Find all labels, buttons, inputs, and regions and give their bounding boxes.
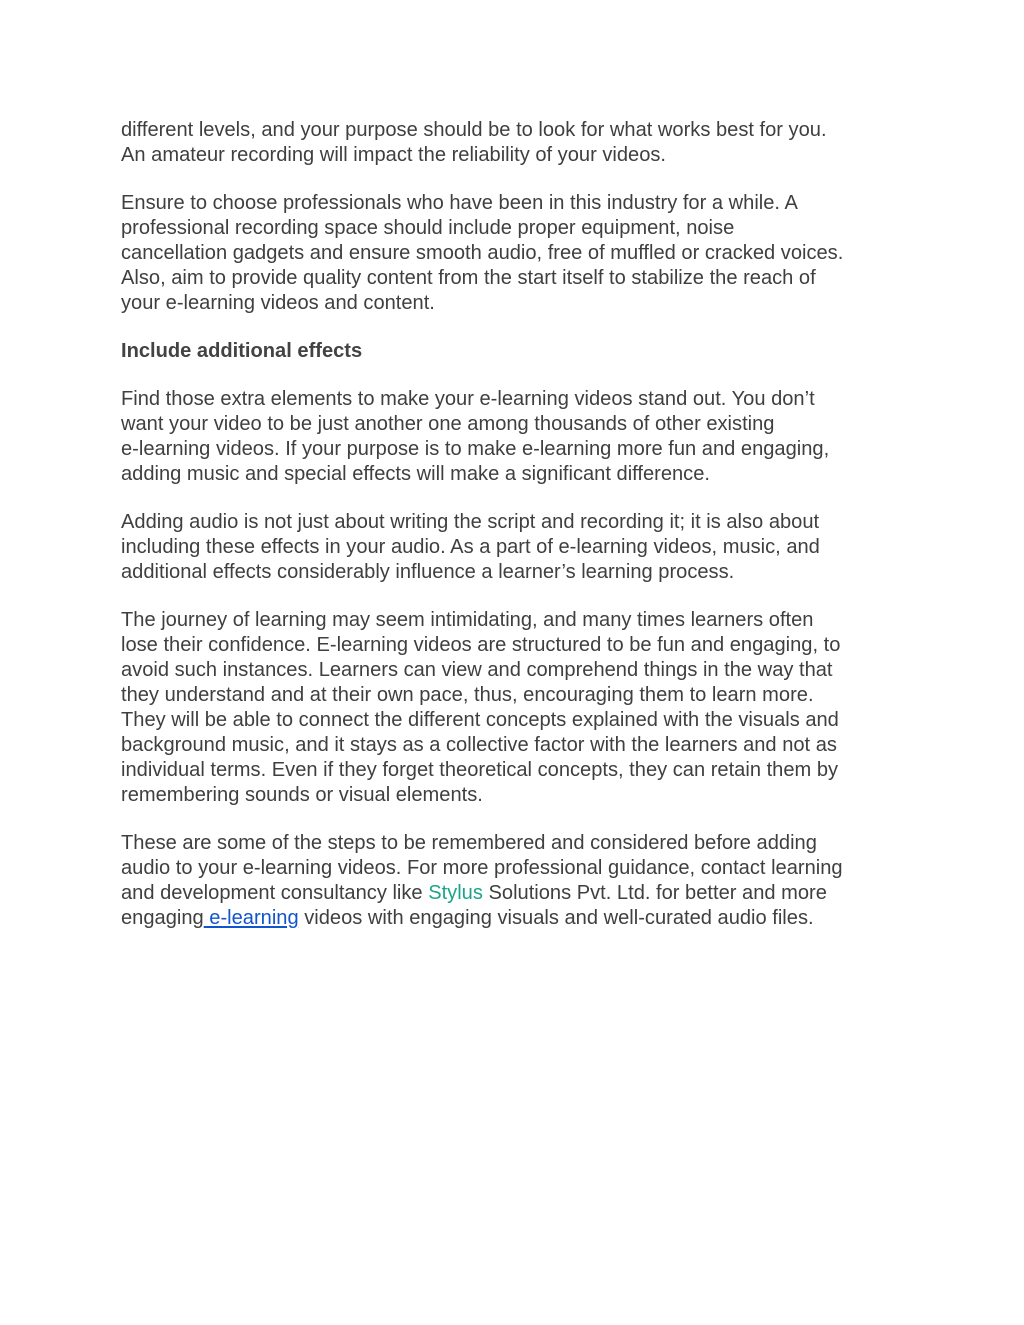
text-line: avoid such instances. Learners can view and comprehend things in the way that xyxy=(121,659,833,681)
brand-name-stylus: Stylus xyxy=(428,882,483,904)
section-heading xyxy=(121,339,911,364)
text-line: additional effects considerably influence a learner’s learning process. xyxy=(121,561,735,583)
paragraph-extra-elements xyxy=(121,387,911,487)
text-line: They will be able to connect the different concepts explained with the visuals and xyxy=(121,709,839,731)
text-line: background music, and it stays as a collective factor with the learners and not as xyxy=(121,734,837,756)
paragraph-conclusion xyxy=(121,831,911,931)
text-line: they understand and at their own pace, thus, encouraging them to learn more. xyxy=(121,684,814,706)
paragraph-audio-levels xyxy=(121,118,911,168)
text-line: cancellation gadgets and ensure smooth audio, free of muffled or cracked voices. xyxy=(121,242,844,264)
e-learning-link[interactable]: e-learning xyxy=(203,907,299,929)
text-line xyxy=(121,881,911,906)
text-line: including these effects in your audio. As a part of e-learning videos, music, and xyxy=(121,536,820,558)
text-line: different levels, and your purpose should be to look for what works best for you. xyxy=(121,119,827,141)
text-line: lose their confidence. E-learning videos are structured to be fun and engaging, to xyxy=(121,634,841,656)
text-line: your e-learning videos and content. xyxy=(121,292,435,314)
text-line: An amateur recording will impact the reliability of your videos. xyxy=(121,144,667,166)
paragraph-adding-audio xyxy=(121,510,911,585)
text-line: adding music and special effects will make a significant difference. xyxy=(121,463,710,485)
text-line: Adding audio is not just about writing the script and recording it; it is also about xyxy=(121,511,820,533)
text-line: e-learning videos. If your purpose is to make e-learning more fun and engaging, xyxy=(121,438,830,460)
text-segment: Solutions Pvt. Ltd. for better and more xyxy=(482,882,827,904)
text-line: These are some of the steps to be remembered and considered before adding xyxy=(121,832,817,854)
paragraph-professionals xyxy=(121,191,911,316)
text-segment: videos with engaging visuals and well-curated audio files. xyxy=(298,907,814,929)
section-heading-text: Include additional effects xyxy=(121,340,363,362)
text-line xyxy=(121,906,911,931)
text-line: remembering sounds or visual elements. xyxy=(121,784,483,806)
text-line: The journey of learning may seem intimidating, and many times learners often xyxy=(121,609,814,631)
text-segment: and development consultancy like xyxy=(121,882,429,904)
text-line: Find those extra elements to make your e-learning videos stand out. You don’t xyxy=(121,388,815,410)
text-segment: engaging xyxy=(121,907,204,929)
document-body xyxy=(121,118,911,954)
text-line: professional recording space should include proper equipment, noise xyxy=(121,217,735,239)
paragraph-learning-journey xyxy=(121,608,911,808)
text-line: Ensure to choose professionals who have been in this industry for a while. A xyxy=(121,192,798,214)
text-line: Also, aim to provide quality content from the start itself to stabilize the reach of xyxy=(121,267,816,289)
text-line: want your video to be just another one among thousands of other existing xyxy=(121,413,775,435)
text-line: audio to your e-learning videos. For more professional guidance, contact learning xyxy=(121,857,843,879)
text-line: individual terms. Even if they forget theoretical concepts, they can retain them by xyxy=(121,759,839,781)
